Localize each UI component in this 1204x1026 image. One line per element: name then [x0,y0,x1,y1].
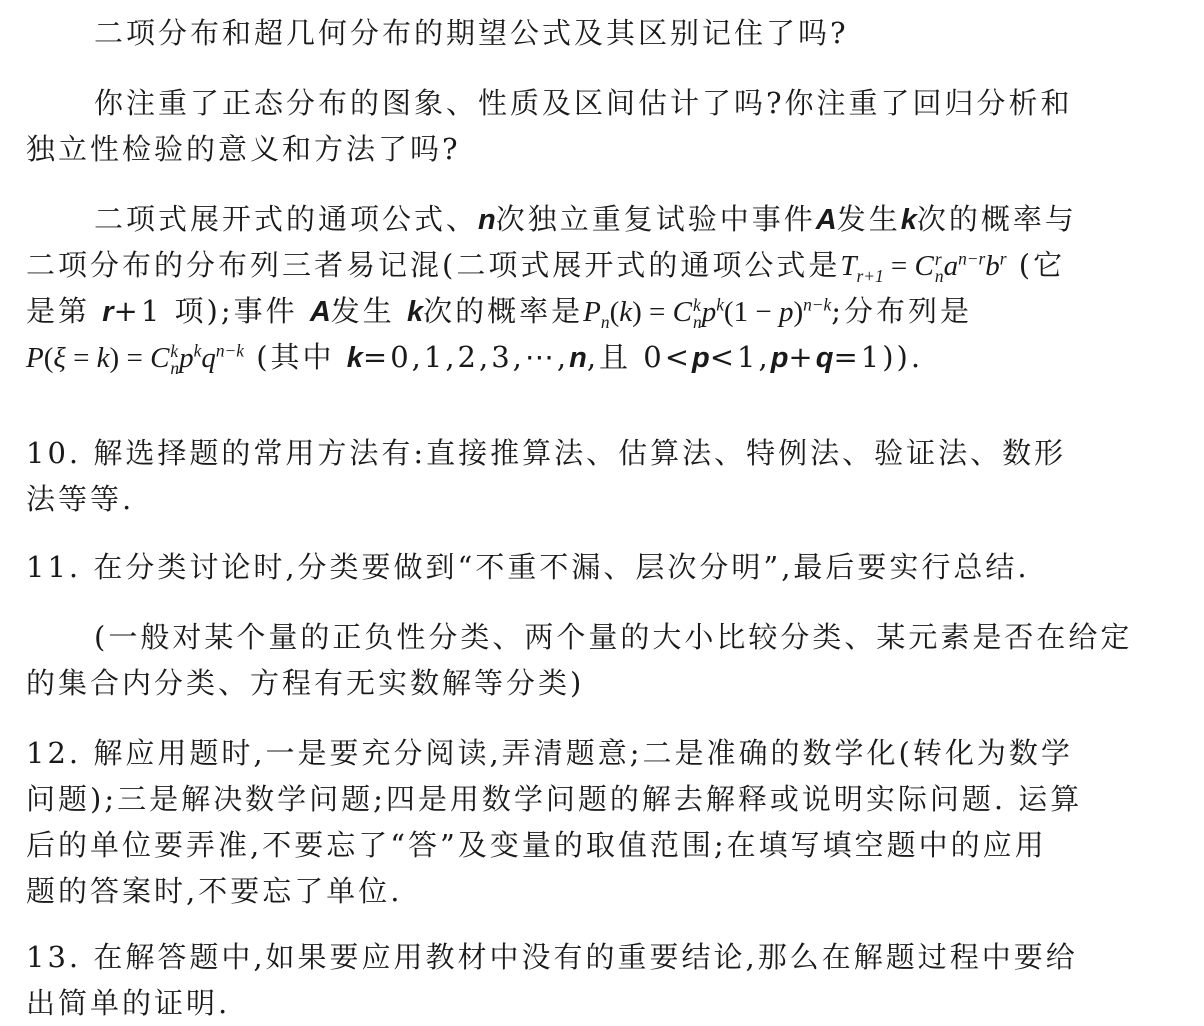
text-run: 次的概率是 [423,294,584,328]
text-line: 出简单的证明. [26,986,231,1020]
text-line: 法等等. [26,482,135,516]
text-run: <1, [709,340,771,374]
text-run: 发生 [836,202,901,236]
formula-event-probability: $P_n(k) = C$ k n $p^k(1 - p)^{n-k}$ [583,294,832,333]
variable-p: p [770,342,789,374]
variable-q: q [815,342,834,374]
text-line: 二项分布和超几何分布的期望公式及其区别记住了吗? [94,16,849,50]
variable-k: k [900,204,917,236]
text-line: (一般对某个量的正负性分类、两个量的大小比较分类、某元素是否在给定 [94,620,1133,654]
text-run: 是第 [26,294,91,328]
paragraph-item-12 [26,730,1186,914]
text-run: (它 [1018,248,1066,282]
paragraph-item-10 [26,430,1186,522]
variable-r: r [102,296,114,328]
text-line: 12. 解应用题时,一是要充分阅读,弄清题意;二是准确的数学化(转化为数学 [26,736,1073,770]
variable-k: k [346,342,363,374]
text-run: 发生 [330,294,395,328]
text-run: 次独立重复试验中事件 [495,202,816,236]
text-line [26,288,1186,334]
text-run: =1)). [833,340,924,374]
paragraph-item-13 [26,934,1186,1026]
variable-a: A [309,296,331,328]
formula-distribution: P(ξ = k) = C k n $p^kq^{n-k}$ [26,340,244,379]
text-run: (其中 [256,340,335,374]
variable-a: A [815,204,837,236]
formula-general-term: $T_{r+1} = C$ r n $a^{n-r}b^r$ [840,248,1007,287]
paragraph-item-11-note [26,614,1186,706]
paragraph-expectation-formulas [26,10,1186,56]
text-run: 二项分布的分布列三者易记混(二项式展开式的通项公式是 [26,248,841,282]
text-line [26,334,1186,380]
text-run: ,且 0< [586,340,693,374]
paragraph-normal-distribution [26,80,1186,172]
text-line: 13. 在解答题中,如果要应用教材中没有的重要结论,那么在解题过程中要给 [26,940,1078,974]
text-run: =0,1,2,3,⋯, [362,340,570,374]
text-run: ;分布列是 [831,294,973,328]
text-line: 题的答案时,不要忘了单位. [26,874,403,908]
paragraph-binomial-formulas [26,196,1186,380]
text-line: 11. 在分类讨论时,分类要做到“不重不漏、层次分明”,最后要实行总结. [26,550,1030,584]
variable-k: k [407,296,424,328]
text-line: 你注重了正态分布的图象、性质及区间估计了吗?你注重了回归分析和 [94,86,1073,120]
text-line: 问题);三是解决数学问题;四是用数学问题的解去解释或说明实际问题. 运算 [26,782,1083,816]
variable-p: p [692,342,710,374]
text-run: 二项式展开式的通项公式、 [94,202,479,236]
text-line: 后的单位要弄准,不要忘了“答”及变量的取值范围;在填写填空题中的应用 [26,828,1047,862]
paragraph-item-11 [26,544,1186,590]
text-line: 的集合内分类、方程有无实数解等分类) [26,666,585,700]
text-line: 10. 解选择题的常用方法有:直接推算法、估算法、特例法、验证法、数形 [26,436,1067,470]
text-line: 独立性检验的意义和方法了吗? [26,132,461,166]
text-run: 次的概率与 [916,202,1077,236]
text-line [26,196,1186,242]
text-line [26,242,1186,288]
text-run: + [788,340,816,374]
text-run: +1 项);事件 [113,294,298,328]
variable-n: n [478,204,496,236]
variable-n: n [569,342,587,374]
